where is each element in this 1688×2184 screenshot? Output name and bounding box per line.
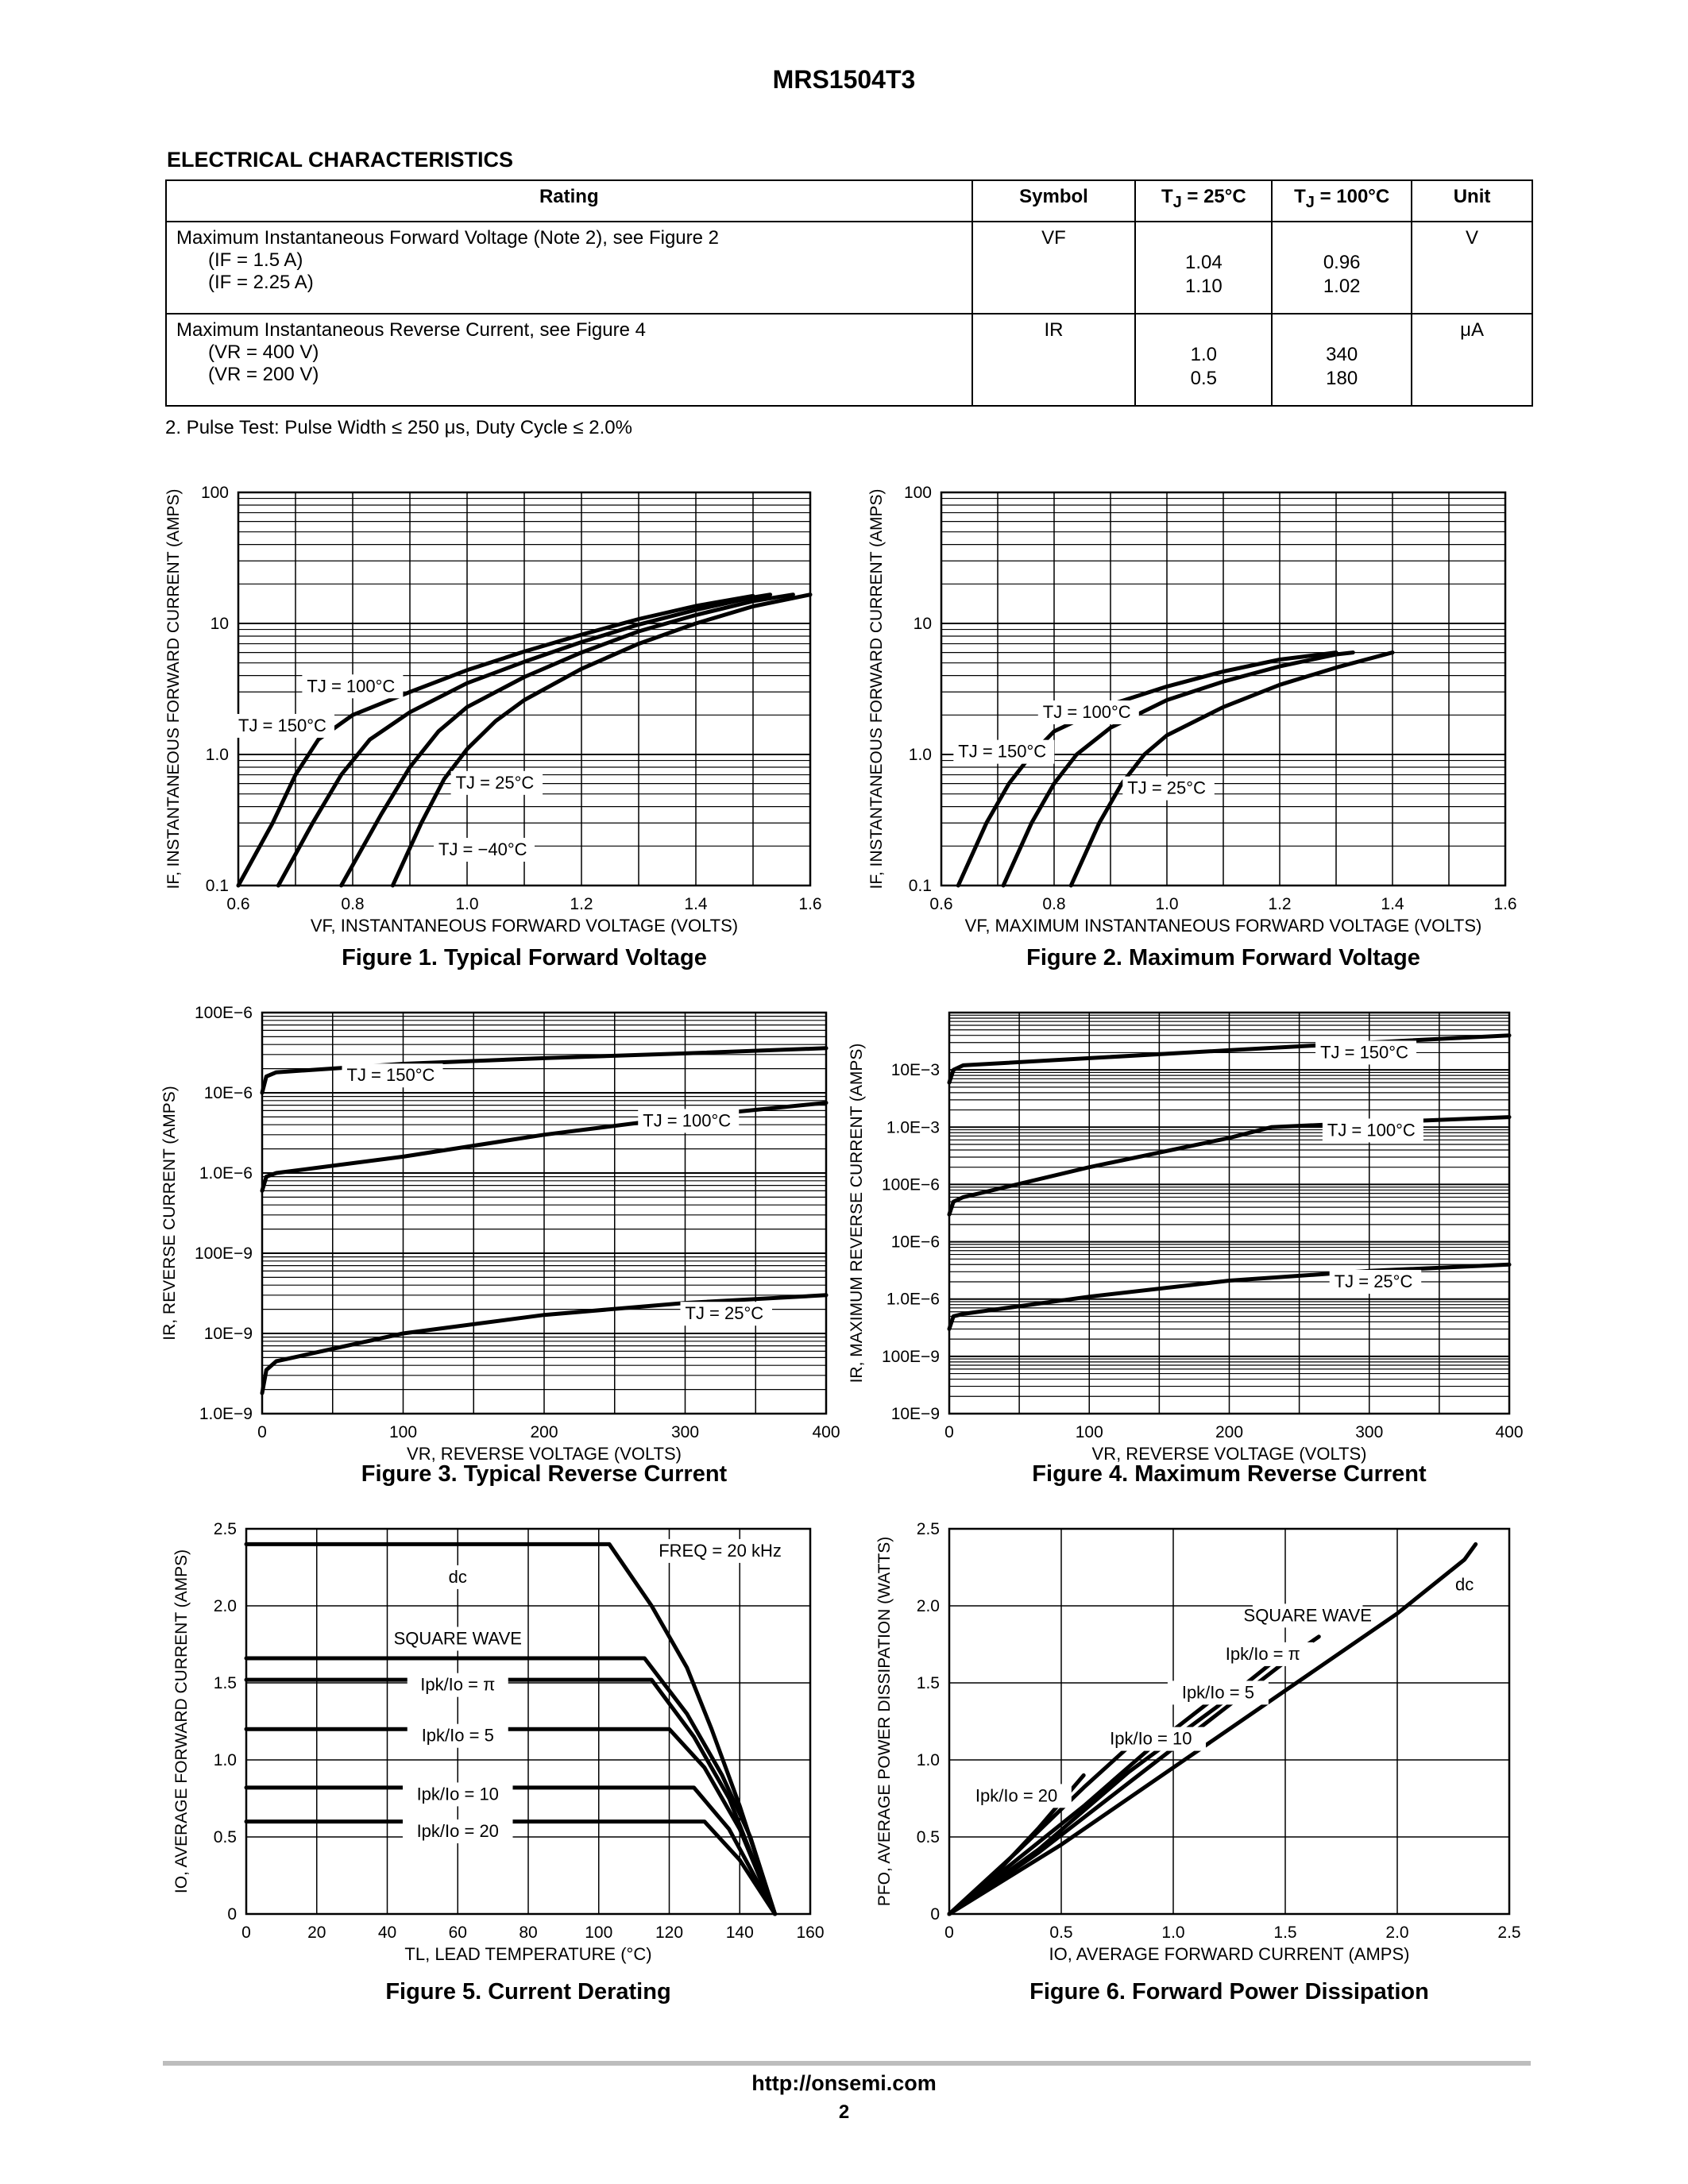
series-line [1071,653,1393,886]
y-tick-label: 100E−9 [195,1244,253,1263]
rating-cell [166,222,972,314]
x-tick-label: 0.8 [1042,895,1066,913]
x-axis-label: VF, MAXIMUM INSTANTANEOUS FORWARD VOLTAGE (VOLTS) [964,916,1482,936]
annotation-label: Ipk/Io = 5 [1181,1682,1254,1703]
y-tick-label: 1.0E−9 [199,1405,253,1423]
x-tick-label: 140 [725,1924,754,1942]
x-tick-label: 1.6 [1493,895,1517,913]
y-tick-label: 10E−6 [203,1084,253,1102]
annotation-label: TJ = 100°C [643,1110,732,1131]
x-tick-label: 400 [1495,1423,1524,1441]
y-tick-label: 0 [930,1905,940,1924]
series-line [1003,653,1353,886]
y-tick-label: 1.0E−6 [886,1290,940,1309]
annotation-label: Ipk/Io = π [420,1674,496,1695]
x-axis-label: VR, REVERSE VOLTAGE (VOLTS) [1091,1444,1367,1464]
annotation-label: Ipk/Io = 10 [416,1784,499,1804]
y-tick-label: 10E−9 [890,1405,940,1423]
tj100-cell: 0.96 1.02 [1272,222,1412,314]
rating-text: Maximum Instantaneous Reverse Current, see Figure 4 [176,319,646,341]
x-tick-label: 100 [388,1423,418,1441]
header-rating: Rating [166,180,972,222]
figure-4-chart [848,997,1529,1464]
series-line [246,1788,775,1914]
y-axis-label: IR, REVERSE CURRENT (AMPS) [160,1086,179,1341]
x-tick-label: 0 [257,1423,267,1441]
annotation-label: TJ = 25°C [1334,1271,1413,1291]
y-tick-label: 1.0 [213,1751,237,1769]
x-tick-label: 1.4 [684,895,708,913]
x-tick-label: 40 [377,1924,397,1942]
y-tick-label: 10 [913,615,932,633]
y-tick-label: 10E−9 [203,1325,253,1343]
x-tick-label: 200 [530,1423,558,1441]
annotation-label: TJ = 25°C [685,1303,764,1324]
table-header-row [166,180,1532,222]
y-tick-label: 2.5 [916,1520,940,1538]
y-tick-label: 100 [200,484,229,502]
x-tick-label: 100 [585,1924,613,1942]
condition-text: (IF = 2.25 A) [208,272,314,293]
tj100-cell: 340 180 [1272,314,1412,406]
y-tick-label: 0.1 [205,877,229,895]
rating-cell [166,314,972,406]
y-tick-label: 2.0 [213,1597,237,1615]
tj25-cell: 1.0 0.5 [1135,314,1272,406]
figure-1-chart [159,477,842,937]
figure-caption: Figure 6. Forward Power Dissipation [1029,1979,1429,2005]
x-tick-label: 60 [448,1924,467,1942]
x-axis-label: VF, INSTANTANEOUS FORWARD VOLTAGE (VOLTS) [310,916,739,936]
figure-caption: Figure 5. Current Derating [385,1979,671,2005]
y-axis-label: PFO, AVERAGE POWER DISSIPATION (WATTS) [875,1536,894,1907]
annotation-label: TJ = 100°C [1042,702,1131,723]
y-axis-label: IF, INSTANTANEOUS FORWARD CURRENT (AMPS) [867,488,886,889]
table-row [166,314,1532,406]
annotation-label: Ipk/Io = 20 [416,1821,499,1841]
y-tick-label: 1.0 [205,746,229,764]
annotation-label: TJ = 150°C [958,741,1047,762]
x-tick-label: 0.6 [226,895,250,913]
x-tick-label: 300 [670,1423,700,1441]
annotation-label: SQUARE WAVE [1243,1605,1372,1626]
y-tick-label: 100E−6 [882,1175,940,1194]
header-symbol: Symbol [972,180,1136,222]
unit-cell: μA [1412,314,1532,406]
x-tick-label: 400 [812,1423,840,1441]
unit-cell: V [1412,222,1532,314]
x-tick-label: 1.0 [455,895,479,913]
footer-divider [163,2061,1531,2066]
x-tick-label: 1.0 [1155,895,1179,913]
table-note: 2. Pulse Test: Pulse Width ≤ 250 μs, Duty Cycle ≤ 2.0% [165,417,632,438]
figure-caption: Figure 2. Maximum Forward Voltage [1026,945,1420,970]
x-tick-label: 0.5 [1049,1924,1073,1942]
x-tick-label: 160 [796,1924,825,1942]
x-tick-label: 1.2 [1268,895,1292,913]
annotation-label: TJ = 150°C [1320,1042,1408,1063]
x-tick-label: 20 [307,1924,326,1942]
header-tj100: $T_J = 100^\circ C$ [1272,180,1412,222]
annotation-label: Ipk/Io = 5 [421,1725,494,1746]
annotation-label: TJ = 25°C [455,772,535,793]
symbol-cell: IR [972,314,1136,406]
annotation-label: TJ = 100°C [307,676,396,696]
x-tick-label: 0 [944,1924,954,1942]
x-tick-label: 0.6 [929,895,953,913]
electrical-characteristics-table [165,179,1533,407]
y-tick-label: 2.0 [916,1597,940,1615]
page-title: MRS1504T3 [772,65,916,94]
page-number: 2 [838,2101,850,2123]
x-tick-label: 80 [519,1924,538,1942]
y-tick-label: 1.5 [916,1674,940,1692]
y-tick-label: 1.0E−6 [199,1164,253,1183]
x-tick-label: 300 [1355,1423,1384,1441]
x-tick-label: 1.4 [1381,895,1404,913]
header-unit: Unit [1412,180,1532,222]
x-tick-label: 2.5 [1497,1924,1521,1942]
annotation-label: Ipk/Io = 20 [975,1785,1058,1806]
figure-5-chart [159,1513,842,1989]
x-tick-label: 0 [241,1924,251,1942]
section-title: ELECTRICAL CHARACTERISTICS [167,148,514,172]
figure-6-chart [854,1513,1529,1989]
annotation-label: Ipk/Io = π [1225,1643,1300,1664]
y-tick-label: 0.1 [908,877,932,895]
y-tick-label: 0 [227,1905,237,1924]
rating-text: Maximum Instantaneous Forward Voltage (Note 2), see Figure 2 [176,227,719,249]
figure-2-chart [862,477,1529,937]
annotation-label: TJ = 100°C [1327,1120,1416,1140]
x-tick-label: 200 [1215,1423,1244,1441]
figure-3-chart [159,997,842,1464]
annotation-label: dc [448,1566,467,1587]
y-axis-label: IO, AVERAGE FORWARD CURRENT (AMPS) [172,1549,191,1894]
y-axis-label: IF, INSTANTANEOUS FORWARD CURRENT (AMPS) [164,488,183,889]
figure-caption: Figure 1. Typical Forward Voltage [342,945,707,970]
x-tick-label: 1.6 [798,895,822,913]
y-tick-label: 0.5 [213,1828,237,1846]
y-tick-label: 0.5 [916,1828,940,1846]
y-tick-label: 10 [210,615,229,633]
y-tick-label: 2.5 [213,1520,237,1538]
annotation-label: TJ = 25°C [1127,778,1206,798]
x-tick-label: 1.5 [1273,1924,1297,1942]
y-tick-label: 1.5 [213,1674,237,1692]
y-tick-label: 10E−6 [890,1233,940,1252]
x-tick-label: 100 [1075,1423,1103,1441]
x-tick-label: 2.0 [1385,1924,1409,1942]
y-axis-label: IR, MAXIMUM REVERSE CURRENT (AMPS) [848,1043,866,1383]
x-tick-label: 1.2 [570,895,593,913]
table-row [166,222,1532,314]
condition-text: (VR = 400 V) [208,341,319,363]
symbol-cell: VF [972,222,1136,314]
y-tick-label: 1.0 [908,746,932,764]
y-tick-label: 1.0 [916,1751,940,1769]
y-tick-label: 10E−3 [890,1061,940,1080]
y-tick-label: 100E−9 [882,1347,940,1366]
annotation-label: SQUARE WAVE [393,1628,522,1649]
condition-text: (VR = 200 V) [208,364,319,385]
annotation-label: Ipk/Io = 10 [1110,1728,1192,1749]
annotation-label: FREQ = 20 kHz [659,1540,782,1561]
figure-caption: Figure 4. Maximum Reverse Current [1032,1461,1427,1487]
y-tick-label: 100E−6 [195,1004,253,1022]
x-axis-label: IO, AVERAGE FORWARD CURRENT (AMPS) [1049,1944,1410,1964]
annotation-label: TJ = 150°C [238,715,326,735]
tj25-cell: 1.04 1.10 [1135,222,1272,314]
header-tj25: $T_J = 25^\circ C$ [1135,180,1272,222]
x-axis-label: TL, LEAD TEMPERATURE (°C) [404,1944,652,1964]
x-axis-label: VR, REVERSE VOLTAGE (VOLTS) [407,1444,682,1464]
y-tick-label: 100 [903,484,932,502]
x-tick-label: 120 [655,1924,684,1942]
annotation-label: TJ = 150°C [346,1065,435,1086]
condition-text: (IF = 1.5 A) [208,249,303,271]
annotation-label: TJ = −40°C [438,839,527,859]
y-tick-label: 1.0E−3 [886,1118,940,1137]
annotation-label: dc [1454,1574,1474,1595]
footer-link[interactable]: http://onsemi.com [751,2071,937,2095]
x-tick-label: 0 [944,1423,954,1441]
figure-caption: Figure 3. Typical Reverse Current [361,1461,728,1487]
x-tick-label: 1.0 [1161,1924,1185,1942]
x-tick-label: 0.8 [341,895,365,913]
